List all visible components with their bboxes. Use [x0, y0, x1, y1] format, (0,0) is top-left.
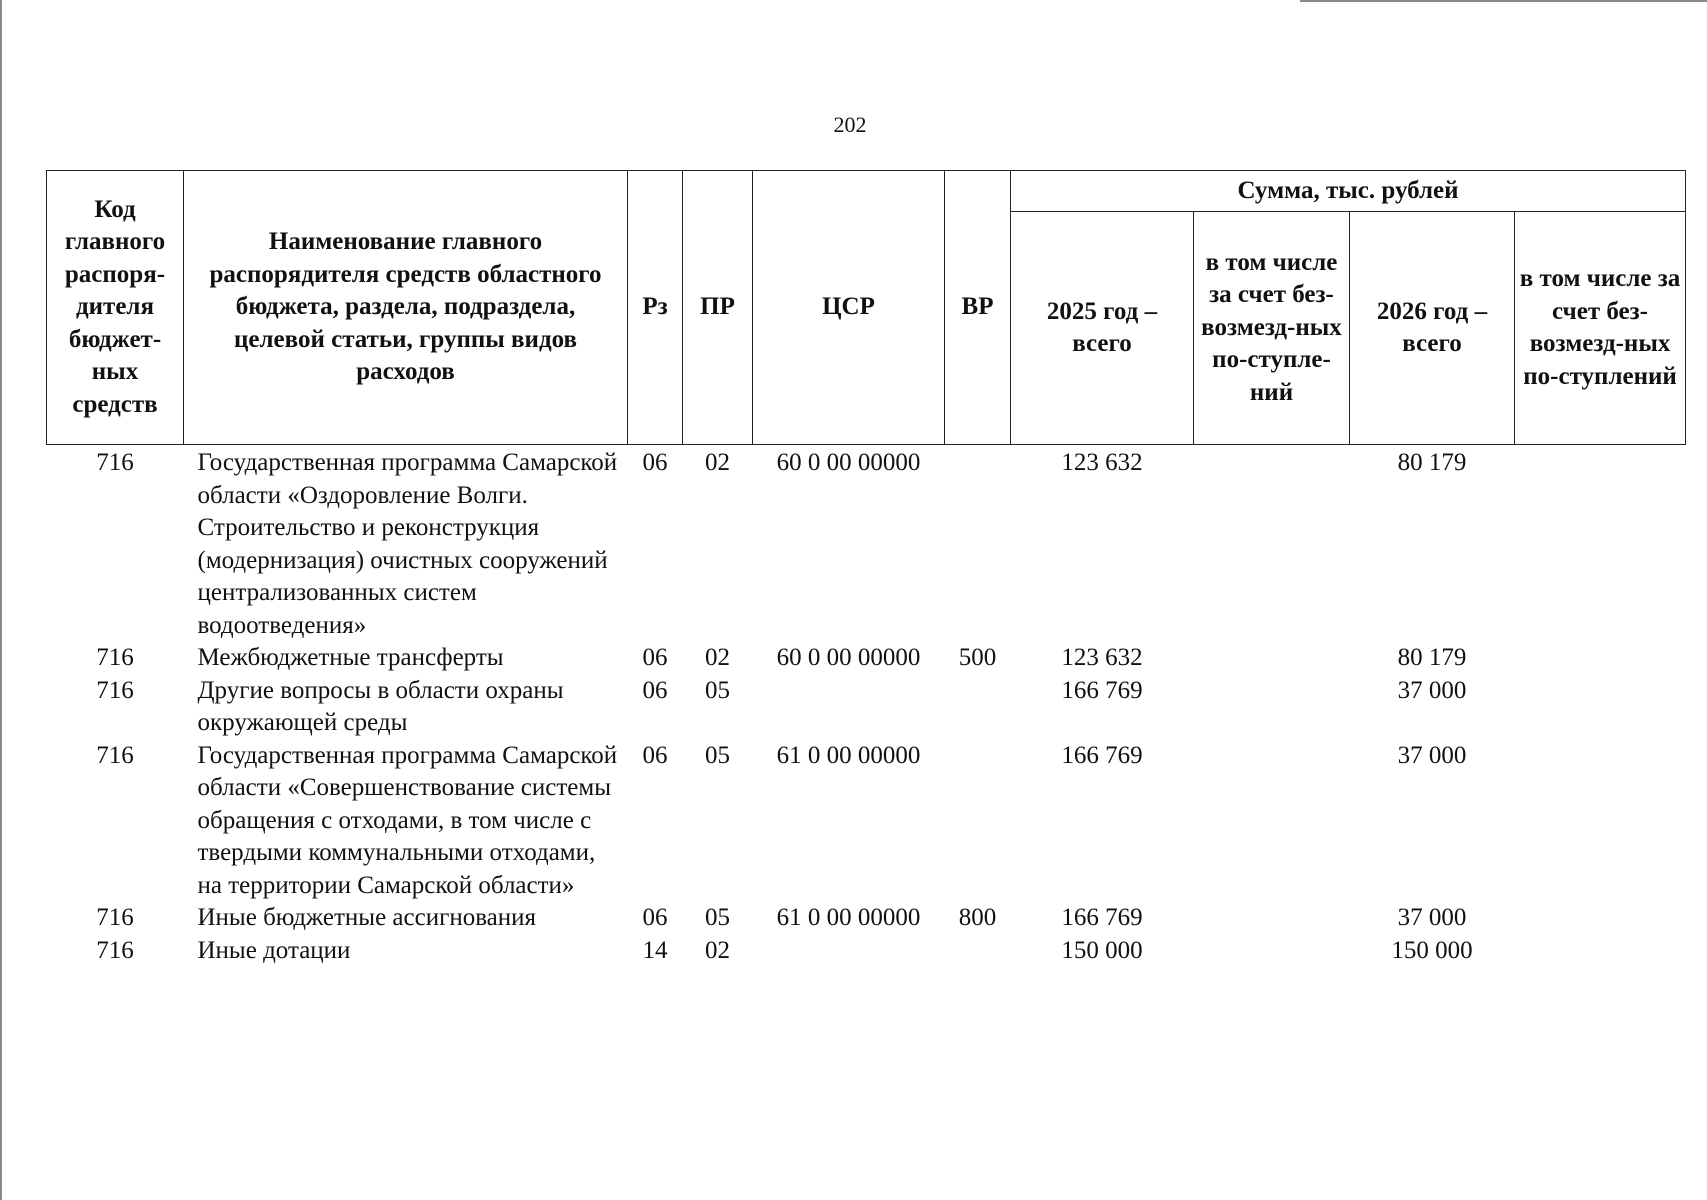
cell-pr: 02	[705, 449, 730, 476]
header-pr: ПР	[683, 171, 753, 445]
table-header	[47, 171, 1686, 445]
cell-2026-total: 37 000	[1397, 676, 1467, 704]
cell-vr	[945, 740, 1011, 903]
header-2026-free: в том числе за счет без-возмезд-ных по-ступлений	[1515, 212, 1686, 445]
cell-2025-free	[1194, 935, 1350, 968]
cell-2025-free	[1194, 445, 1350, 643]
cell-2026-total: 37 000	[1397, 741, 1467, 769]
cell-2025-total: 123 632	[1061, 449, 1143, 476]
cell-2026-free	[1515, 902, 1686, 935]
cell-rz: 06	[642, 904, 668, 931]
cell-csr: 60 0 00 00000	[776, 449, 921, 476]
table-row	[47, 935, 1686, 968]
cell-code: 716	[96, 904, 134, 931]
cell-2026-free	[1515, 675, 1686, 740]
cell-2025-total: 166 769	[1061, 904, 1143, 931]
cell-code: 716	[96, 644, 134, 671]
header-name: Наименование главного распорядителя средств областного бюджета, раздела, подраздела, целевой статьи, группы видов расходов	[184, 171, 628, 445]
cell-csr: 61 0 00 00000	[776, 741, 921, 769]
cell-2025-total: 166 769	[1061, 741, 1143, 769]
cell-csr: 61 0 00 00000	[776, 904, 921, 931]
page-edge-top	[1300, 0, 1707, 2]
cell-pr: 02	[705, 644, 730, 671]
cell-name: Межбюджетные трансферты	[197, 644, 504, 671]
cell-code: 716	[96, 449, 134, 476]
cell-rz: 06	[642, 741, 668, 769]
cell-pr: 05	[705, 741, 730, 769]
cell-csr: 60 0 00 00000	[776, 644, 921, 671]
cell-2026-free	[1515, 740, 1686, 903]
cell-2026-free	[1515, 935, 1686, 968]
cell-name: Государственная программа Самарской области «Совершенствование системы обращения с отходами, в том числе с твердыми коммунальными отходами, на территории Самарской области»	[197, 741, 618, 899]
header-code: Код главного распоря-дителя бюджет-ных средств	[47, 171, 184, 445]
cell-2025-total: 123 632	[1061, 644, 1143, 671]
table-row	[47, 740, 1686, 903]
cell-vr	[945, 935, 1011, 968]
cell-2026-total: 80 179	[1397, 449, 1467, 476]
page-number: 202	[833, 112, 867, 137]
cell-2025-total: 150 000	[1061, 936, 1143, 964]
header-sum-group: Сумма, тыс. рублей	[1011, 171, 1686, 212]
cell-2026-free	[1515, 642, 1686, 675]
cell-csr	[753, 675, 945, 740]
table-body	[47, 445, 1686, 968]
cell-vr: 800	[958, 904, 997, 931]
page-edge	[0, 0, 2, 1200]
header-csr: ЦСР	[753, 171, 945, 445]
cell-name: Иные дотации	[197, 936, 351, 964]
cell-code: 716	[96, 676, 134, 704]
cell-2026-total: 150 000	[1391, 936, 1473, 964]
cell-pr: 02	[705, 936, 730, 964]
cell-vr	[945, 675, 1011, 740]
table-row	[47, 675, 1686, 740]
cell-csr	[753, 935, 945, 968]
header-2025-total: 2025 год – всего	[1011, 212, 1194, 445]
cell-pr: 05	[705, 676, 730, 704]
cell-rz: 06	[642, 676, 668, 704]
header-2026-total: 2026 год – всего	[1350, 212, 1515, 445]
cell-rz: 06	[642, 644, 668, 671]
table-row	[47, 902, 1686, 935]
cell-2026-total: 37 000	[1397, 904, 1467, 931]
cell-2025-total: 166 769	[1061, 676, 1143, 704]
cell-vr: 500	[958, 644, 997, 671]
header-rz: Рз	[628, 171, 683, 445]
table-row	[47, 642, 1686, 675]
cell-vr	[945, 445, 1011, 643]
table-row	[47, 445, 1686, 643]
cell-name: Другие вопросы в области охраны окружающей среды	[197, 676, 564, 736]
header-2025-free: в том числе за счет без-возмезд-ных по-ступле-ний	[1194, 212, 1350, 445]
cell-code: 716	[96, 936, 134, 964]
cell-2025-free	[1194, 740, 1350, 903]
header-vr: ВР	[945, 171, 1011, 445]
cell-pr: 05	[705, 904, 730, 931]
cell-name: Иные бюджетные ассигнования	[197, 904, 537, 931]
budget-table	[46, 170, 1686, 967]
cell-2025-free	[1194, 675, 1350, 740]
cell-2026-total: 80 179	[1397, 644, 1467, 671]
cell-name: Государственная программа Самарской области «Оздоровление Волги. Строительство и реконструкция (модернизация) очистных сооружений централизованных систем водоотведения»	[197, 449, 618, 639]
cell-rz: 06	[642, 449, 668, 476]
cell-code: 716	[96, 741, 134, 769]
cell-2026-free	[1515, 445, 1686, 643]
cell-2025-free	[1194, 902, 1350, 935]
cell-2025-free	[1194, 642, 1350, 675]
cell-rz: 14	[642, 936, 668, 964]
